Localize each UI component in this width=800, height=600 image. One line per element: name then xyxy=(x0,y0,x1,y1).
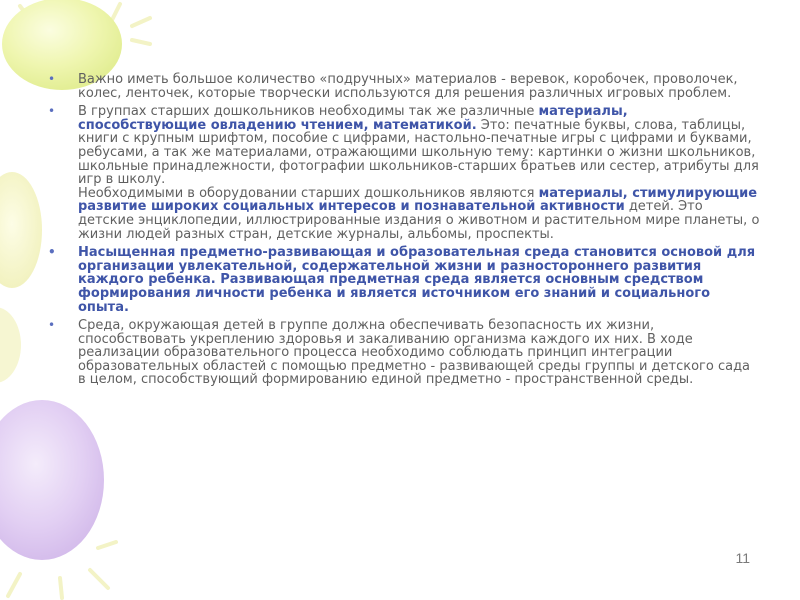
list-item xyxy=(48,105,760,241)
purple-balloon-bottom xyxy=(0,400,104,560)
item-text: В группах старших дошкольников необходимы так же различные xyxy=(78,104,539,120)
item-emphasis: материалы, стимулирующие развитие широких социальных интересов и познавательной активности xyxy=(78,185,758,215)
item-text: Это: печатные буквы, слова, таблицы, книги с крупным шрифтом, пособие с цифрами, настольно-печатные игры с цифрами и буквами, ребусами, а так же материалами, отражающими школьную тему: картинки о жизни школьников, школьные принадлежности, фотографии школьников-старших братьев или сестер, атрибуты для игр в школу. xyxy=(78,117,759,188)
pale-balloon-left xyxy=(0,307,21,383)
item-text: детей. Это детские энциклопедии, иллюстрированные издания о животном и растительном мире планеты, о жизни людей разных стран, детские журналы, альбомы, проспекты. xyxy=(78,199,760,242)
list-item xyxy=(48,73,760,100)
page-number: 11 xyxy=(735,550,750,566)
yellow-balloon-left xyxy=(0,172,42,288)
list-item xyxy=(48,319,760,387)
slide-content xyxy=(48,73,760,392)
list-item xyxy=(48,246,760,314)
bullet-icon: • xyxy=(48,104,56,119)
item-text: Важно иметь большое количество «подручных» материалов - веревок, коробочек, проволочек, колес, ленточек, которые творчески используются для решения различных игровых проблем. xyxy=(78,72,738,101)
bullet-icon: • xyxy=(48,245,56,260)
bullet-icon: • xyxy=(48,72,56,86)
item-text: Необходимыми в оборудовании старших дошкольников являются xyxy=(78,185,539,201)
bullet-icon: • xyxy=(48,318,56,333)
item-emphasis: материалы, способствующие овладению чтением, математикой. xyxy=(78,104,628,133)
item-text: Среда, окружающая детей в группе должна обеспечивать безопасность их жизни, способствовать укреплению здоровья и закаливанию организма каждого их них. В ходе реализации образовательного процесса необходимо соблюдать принцип интеграции образовательных областей с помощью предметно - развивающей среды группы и детского сада в целом, способствующий формированию единой предметно - пространственной среды. xyxy=(78,318,751,388)
item-text: Насыщенная предметно-развивающая и образовательная среда становится основой для организации увлекательной, содержательной жизни и разностороннего развития каждого ребенка. Развивающая предметная среда является основным средством формирования личности ребенка и является источником его знаний и социального опыта. xyxy=(78,245,756,315)
